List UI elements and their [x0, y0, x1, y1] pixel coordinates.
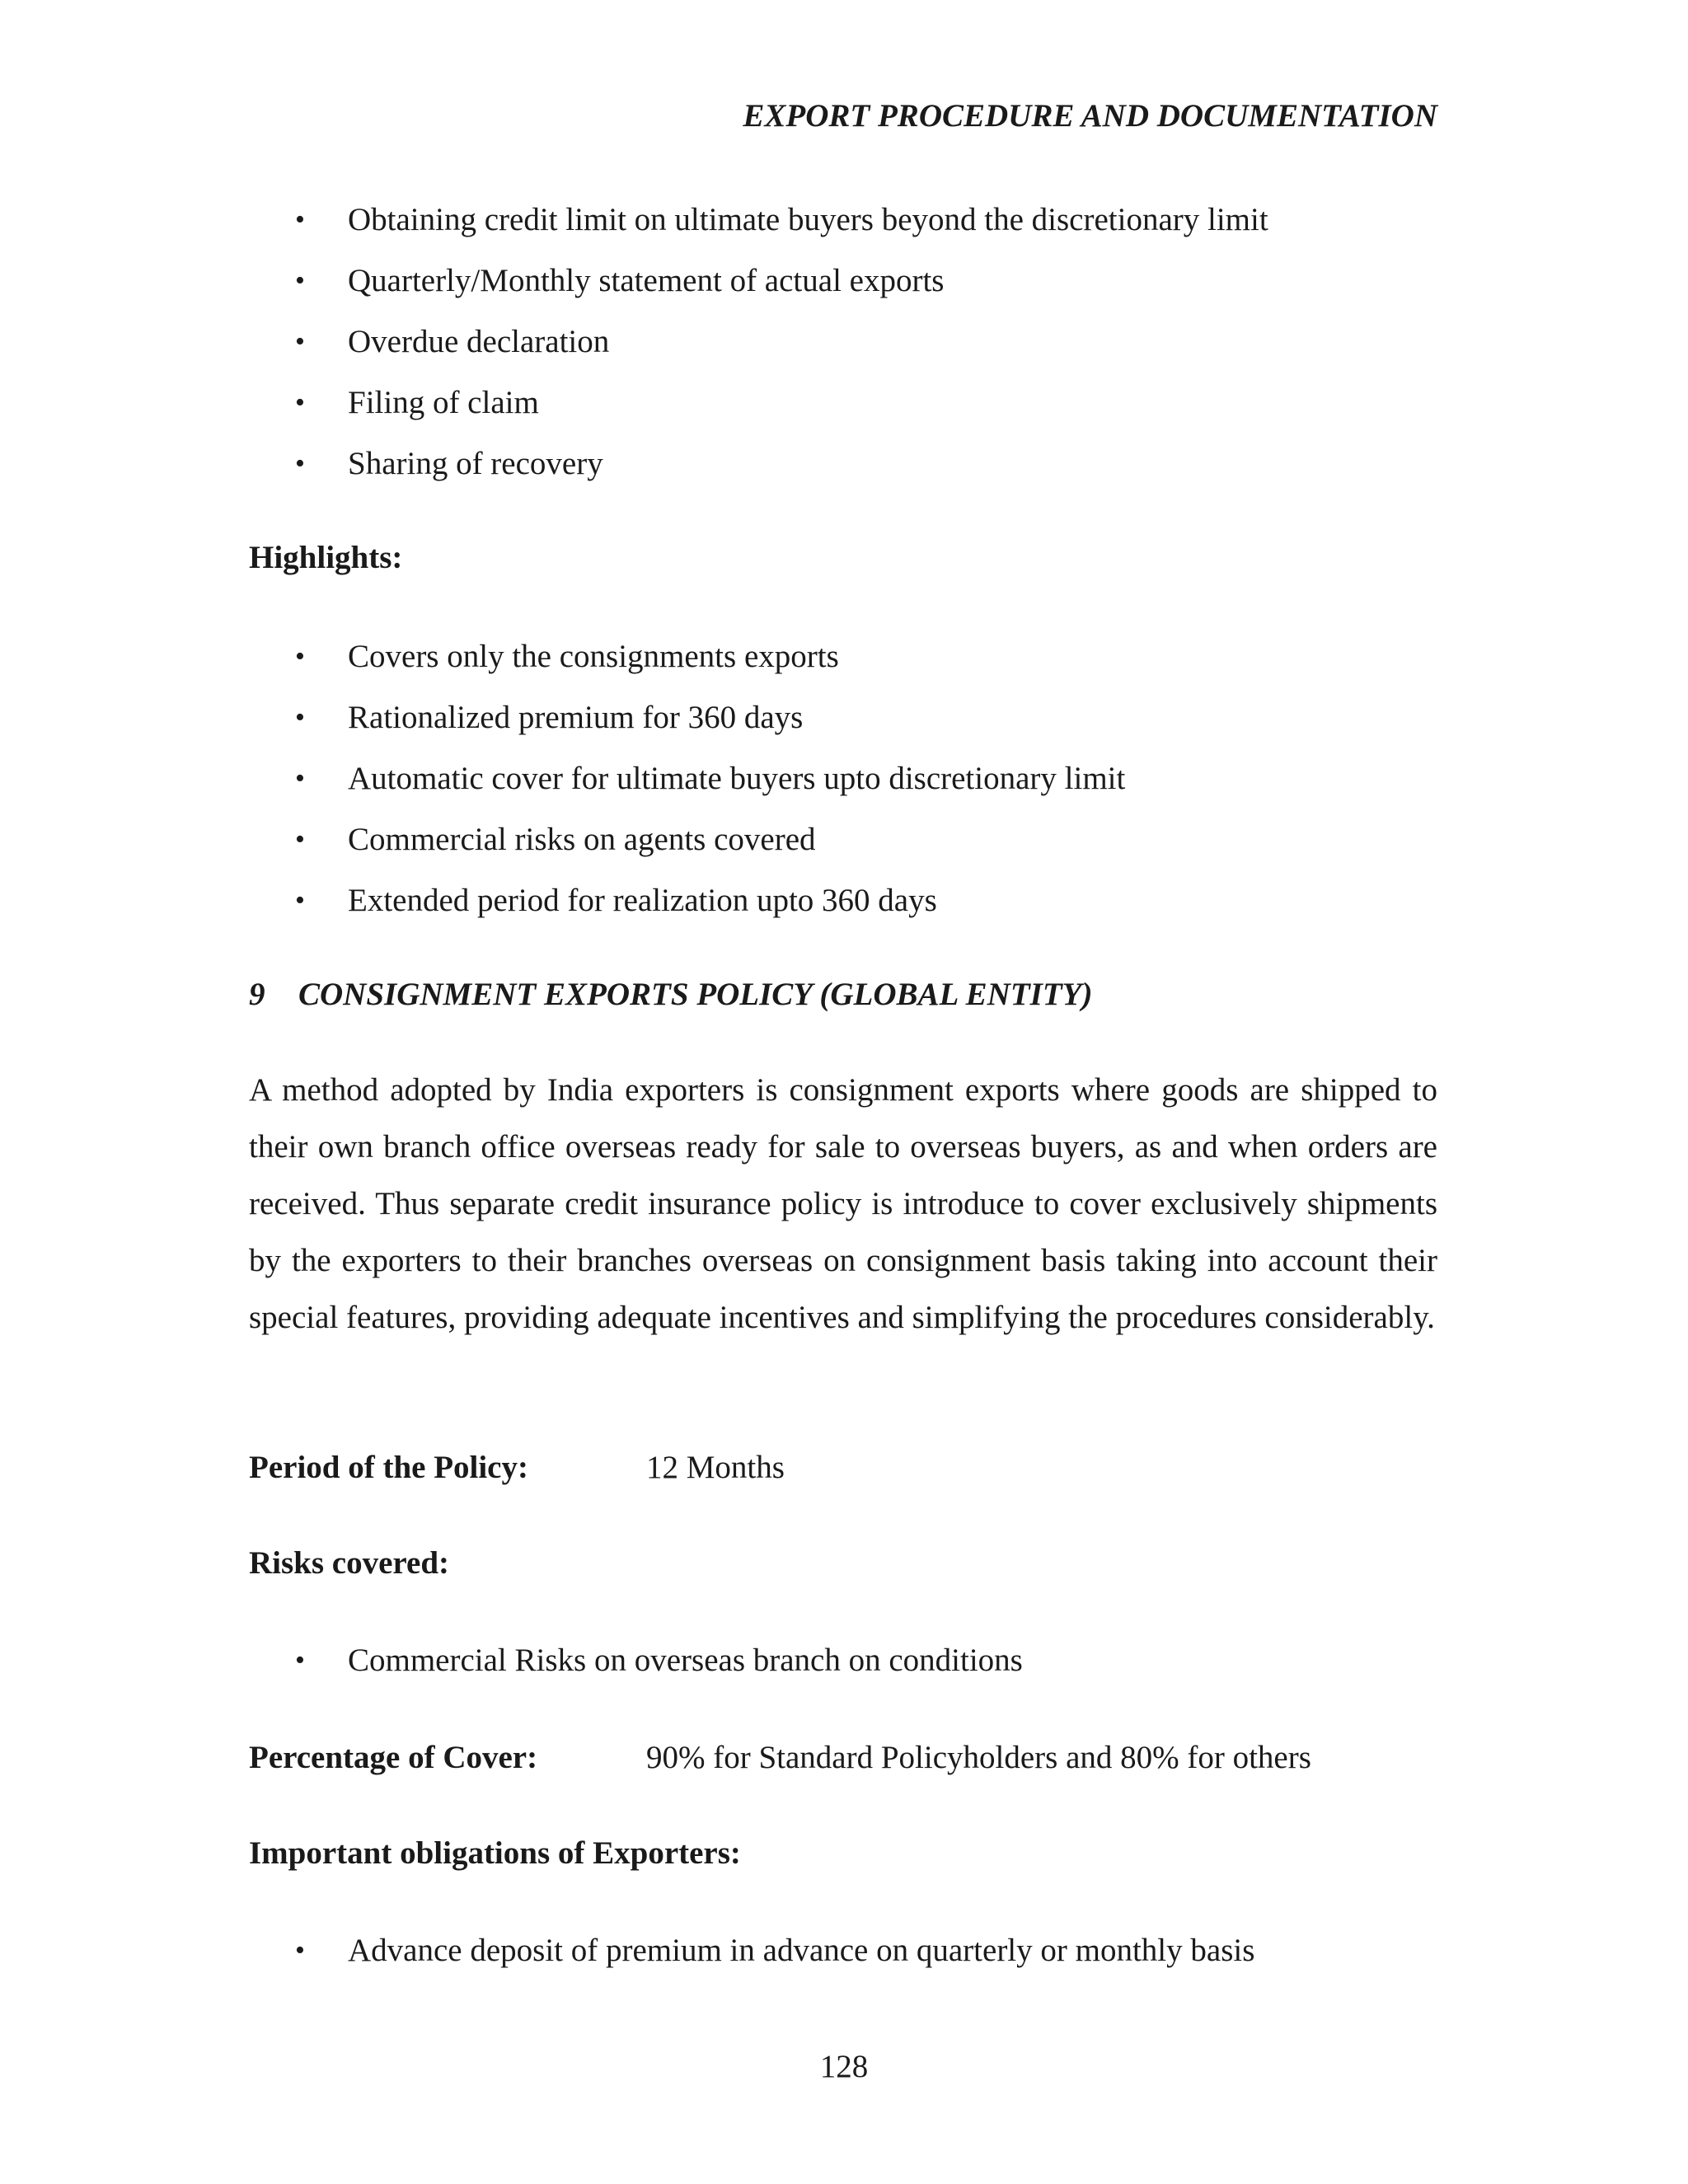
bullet-icon: • — [295, 1935, 305, 1966]
list-item: • Commercial Risks on overseas branch on conditions — [298, 1630, 1023, 1691]
bullet-icon: • — [295, 204, 305, 235]
list-item: • Obtaining credit limit on ultimate buyers beyond the discretionary limit — [298, 190, 1268, 251]
cover-value: 90% for Standard Policyholders and 80% for others — [646, 1740, 1311, 1775]
cover-row — [249, 1739, 1437, 1778]
cover-label: Percentage of Cover: — [249, 1740, 538, 1775]
bullet-icon: • — [295, 326, 305, 357]
period-row — [249, 1449, 1437, 1488]
list-item: • Overdue declaration — [298, 312, 1268, 373]
section-heading — [249, 976, 1437, 1015]
bullet-icon: • — [295, 702, 305, 733]
bullet-icon: • — [295, 763, 305, 794]
period-value: 12 Months — [646, 1450, 785, 1485]
obligations-list — [295, 1920, 1255, 1981]
list-item: • Sharing of recovery — [298, 434, 1268, 494]
list-item: • Advance deposit of premium in advance on quarterly or monthly basis — [298, 1920, 1254, 1981]
bullet-icon: • — [295, 641, 305, 672]
section-paragraph: A method adopted by India exporters is consignment exports where goods are shipped to their own branch office overseas ready for sale to overseas buyers, as and when orders are received. Thus separate credit insurance policy is introduce to cover exclusively shipments by the exporters to their branches overseas on consignment basis taking into account their special features, providing adequate incentives and simplifying the procedures considerably. — [249, 1072, 1437, 1335]
bullet-icon: • — [295, 448, 305, 479]
obligations-heading: Important obligations of Exporters: — [249, 1835, 741, 1871]
highlights-heading: Highlights: — [249, 540, 403, 575]
bullet-icon: • — [295, 824, 305, 855]
list-item: • Extended period for realization upto 360 days — [298, 870, 1125, 931]
bullet-icon: • — [295, 885, 305, 916]
obligations-continued-list — [295, 190, 1268, 494]
risks-list — [295, 1630, 1023, 1691]
section-title: CONSIGNMENT EXPORTS POLICY (GLOBAL ENTITY) — [298, 977, 1093, 1012]
bullet-icon: • — [295, 265, 305, 296]
highlights-list — [295, 626, 1126, 931]
list-item: • Filing of claim — [298, 373, 1268, 434]
list-item: • Covers only the consignments exports — [298, 626, 1125, 687]
bullet-icon: • — [295, 1645, 305, 1675]
page-number: 128 — [819, 2049, 869, 2084]
running-header: EXPORT PROCEDURE AND DOCUMENTATION — [743, 98, 1437, 134]
list-item: • Commercial risks on agents covered — [298, 809, 1125, 870]
list-item: • Automatic cover for ultimate buyers upto discretionary limit — [298, 748, 1125, 809]
risks-heading: Risks covered: — [249, 1545, 450, 1581]
list-item: • Quarterly/Monthly statement of actual exports — [298, 251, 1268, 312]
section-number: 9 — [249, 977, 265, 1012]
list-item: • Rationalized premium for 360 days — [298, 687, 1125, 748]
period-label: Period of the Policy: — [249, 1450, 528, 1485]
bullet-icon: • — [295, 387, 305, 418]
